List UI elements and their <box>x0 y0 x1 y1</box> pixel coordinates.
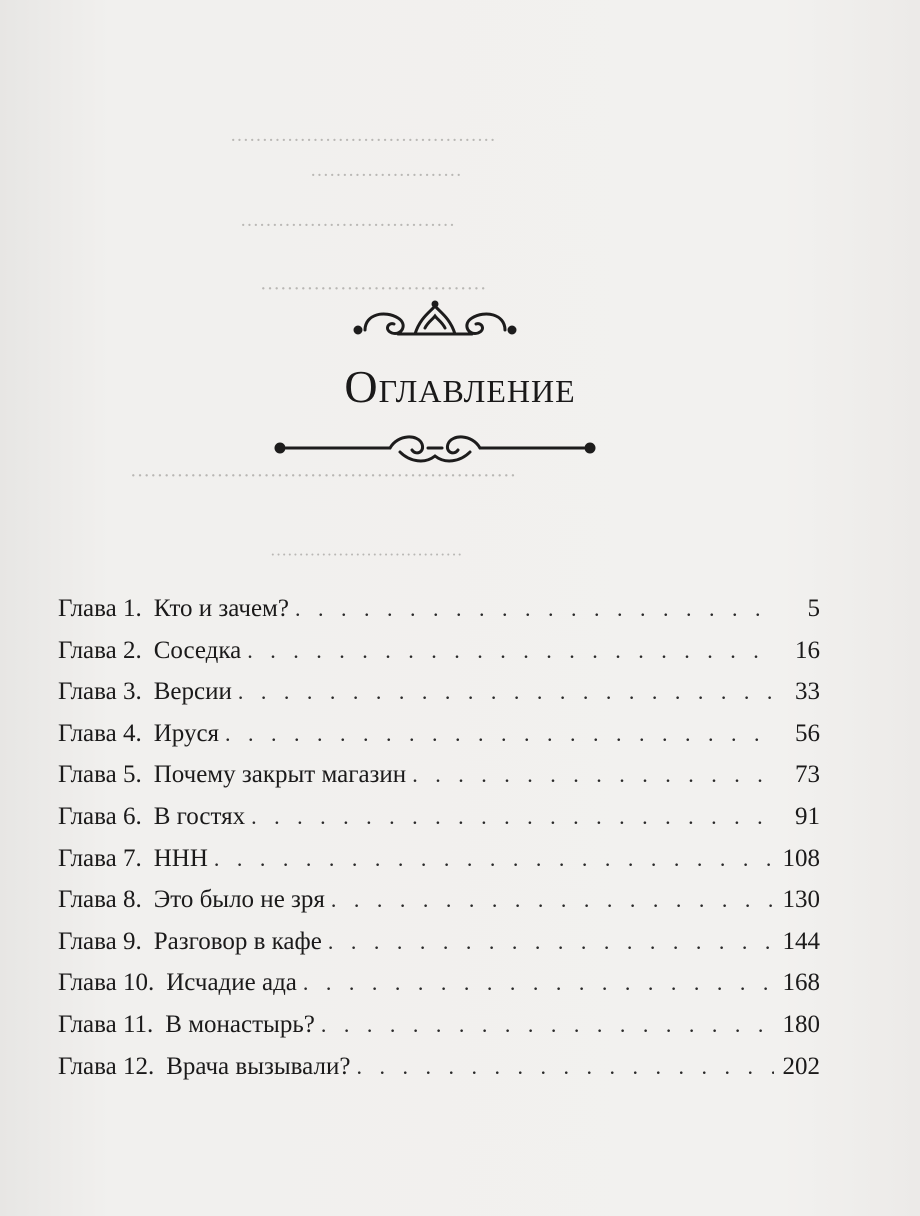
chapter-number: Глава 8. <box>58 886 142 914</box>
chapter-number: Глава 10. <box>58 969 155 997</box>
dot-leader <box>303 962 774 1004</box>
dot-leader <box>214 838 774 880</box>
chapter-title: В монастырь? <box>165 1010 315 1038</box>
chapter-number: Глава 4. <box>58 719 142 747</box>
chapter-title: Это было не зря <box>153 886 325 914</box>
chapter-number: Глава 7. <box>58 844 142 872</box>
toc-entry <box>58 1004 820 1046</box>
toc-entry <box>58 962 820 1004</box>
page-number: 130 <box>782 886 820 914</box>
toc-entry <box>58 671 820 713</box>
toc-entry <box>58 630 820 672</box>
bleed-through-text: ·································· <box>240 215 456 236</box>
toc-entry <box>58 713 820 755</box>
chapter-number: Глава 5. <box>58 761 142 789</box>
ornament-bottom <box>270 428 600 472</box>
dot-leader <box>331 879 774 921</box>
page-title: Оглавление <box>344 361 576 412</box>
chapter-number: Глава 9. <box>58 927 142 955</box>
chapter-title: Исчадие ада <box>166 969 297 997</box>
chapter-title: Врача вызывали? <box>166 1052 351 1080</box>
page-number: 16 <box>795 636 820 664</box>
bleed-through-text: ························ <box>310 165 462 186</box>
toc-entry <box>58 1046 820 1088</box>
dot-leader <box>295 588 774 630</box>
dot-leader <box>225 713 774 755</box>
bleed-through-text: ·········································· <box>230 130 496 151</box>
chapter-title: Ируся <box>153 719 220 747</box>
page-number: 108 <box>782 844 820 872</box>
page-number: 73 <box>795 761 820 789</box>
dot-leader <box>251 796 774 838</box>
dot-leader <box>321 1004 774 1046</box>
page-number: 5 <box>807 595 820 622</box>
toc-entry <box>58 588 820 630</box>
dot-leader <box>247 630 774 672</box>
chapter-number: Глава 1. <box>58 595 142 622</box>
chapter-title: Кто и зачем? <box>153 595 289 622</box>
chapter-number: Глава 2. <box>58 636 142 664</box>
chapter-title: ННН <box>153 844 208 872</box>
toc-entry <box>58 921 820 963</box>
dot-leader <box>356 1046 774 1088</box>
dot-leader <box>328 921 774 963</box>
chapter-title: Версии <box>153 678 232 706</box>
page-number: 202 <box>782 1052 820 1080</box>
page-number: 33 <box>795 678 820 706</box>
bleed-through-text: ·························································· <box>130 465 517 487</box>
bleed-through-text: ·································· <box>270 545 463 564</box>
dot-leader <box>412 754 774 796</box>
page-number: 144 <box>782 927 820 955</box>
toc-entry <box>58 796 820 838</box>
toc-entry <box>58 754 820 796</box>
page-number: 168 <box>782 969 820 997</box>
chapter-number: Глава 3. <box>58 678 142 706</box>
dot-leader <box>238 671 774 713</box>
page-number: 91 <box>795 802 820 830</box>
toc-entry <box>58 879 820 921</box>
chapter-title: Почему закрыт магазин <box>153 761 407 789</box>
page-number: 180 <box>782 1010 820 1038</box>
ornament-top <box>270 300 600 344</box>
chapter-number: Глава 12. <box>58 1052 155 1080</box>
chapter-title: Соседка <box>153 636 242 664</box>
table-of-contents <box>58 588 820 1087</box>
bleed-through-text: ·································· <box>260 278 487 300</box>
chapter-number: Глава 6. <box>58 802 142 830</box>
chapter-number: Глава 11. <box>58 1010 154 1038</box>
toc-entry <box>58 838 820 880</box>
chapter-title: Разговор в кафе <box>153 927 322 955</box>
chapter-title: В гостях <box>153 802 246 830</box>
page-number: 56 <box>795 719 820 747</box>
